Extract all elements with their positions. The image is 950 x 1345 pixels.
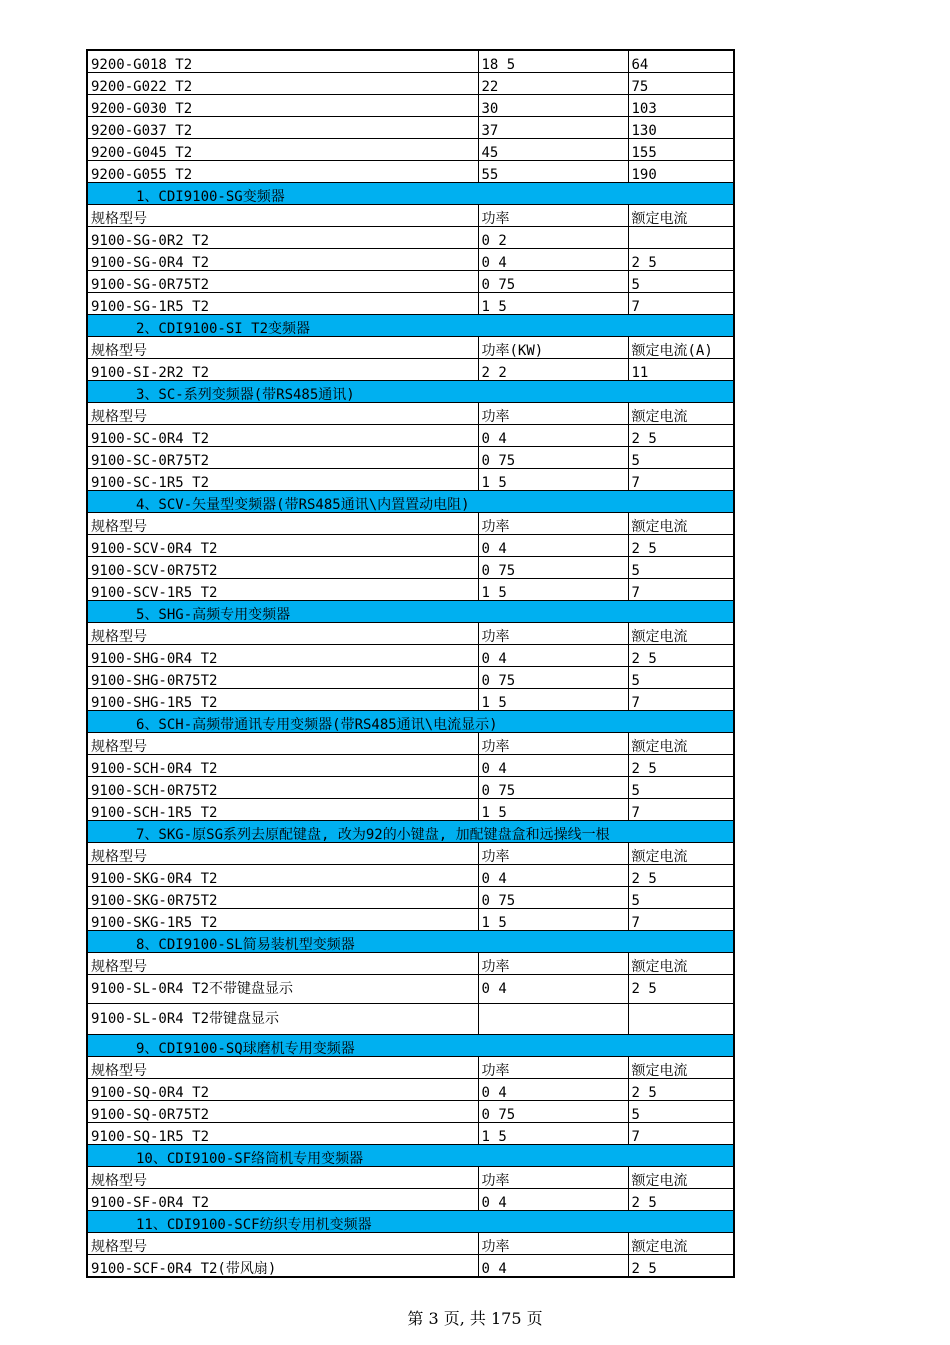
power-cell: 功率 [478, 1233, 628, 1255]
model-cell: 规格型号 [87, 1167, 478, 1189]
power-cell: 0 4 [478, 975, 628, 1004]
current-cell: 64 [628, 50, 734, 73]
section-row [87, 1035, 734, 1057]
table-row [87, 865, 734, 887]
model-cell: 规格型号 [87, 843, 478, 865]
model-cell: 9100-SC-0R75T2 [87, 447, 478, 469]
power-cell: 功率 [478, 733, 628, 755]
table-row [87, 161, 734, 183]
current-cell: 2 5 [628, 425, 734, 447]
table-row [87, 50, 734, 73]
section-title: 7、SKG-原SG系列去原配键盘, 改为92的小键盘, 加配键盘盒和远操线一根 [87, 821, 734, 843]
table-row [87, 1189, 734, 1211]
table-row [87, 667, 734, 689]
current-cell: 75 [628, 73, 734, 95]
power-cell: 45 [478, 139, 628, 161]
current-cell: 2 5 [628, 975, 734, 1004]
power-cell: 功率 [478, 843, 628, 865]
table-row [87, 95, 734, 117]
header-row [87, 337, 734, 359]
current-cell: 11 [628, 359, 734, 381]
current-cell: 额定电流 [628, 733, 734, 755]
table-row [87, 909, 734, 931]
header-row [87, 843, 734, 865]
table-row [87, 359, 734, 381]
current-cell: 5 [628, 271, 734, 293]
current-cell: 额定电流 [628, 1167, 734, 1189]
table-row [87, 799, 734, 821]
section-title: 11、CDI9100-SCF纺织专用机变频器 [87, 1211, 734, 1233]
model-cell: 9100-SG-1R5 T2 [87, 293, 478, 315]
current-cell: 额定电流 [628, 1233, 734, 1255]
section-row [87, 821, 734, 843]
header-row [87, 953, 734, 975]
table-row [87, 579, 734, 601]
current-cell: 额定电流 [628, 513, 734, 535]
power-cell: 功率 [478, 953, 628, 975]
table-row [87, 249, 734, 271]
model-cell: 9100-SQ-1R5 T2 [87, 1123, 478, 1145]
model-cell: 9100-SCV-1R5 T2 [87, 579, 478, 601]
model-cell: 9200-G055 T2 [87, 161, 478, 183]
spec-table-body [87, 50, 734, 1277]
header-row [87, 733, 734, 755]
table-row [87, 1079, 734, 1101]
table-row [87, 271, 734, 293]
current-cell: 5 [628, 777, 734, 799]
table-row [87, 777, 734, 799]
table-row [87, 227, 734, 249]
model-cell: 9100-SF-0R4 T2 [87, 1189, 478, 1211]
model-cell: 9200-G045 T2 [87, 139, 478, 161]
power-cell: 功率 [478, 623, 628, 645]
power-cell: 0 4 [478, 1189, 628, 1211]
model-cell: 规格型号 [87, 953, 478, 975]
power-cell: 功率 [478, 403, 628, 425]
table-row [87, 975, 734, 1004]
table-row [87, 557, 734, 579]
table-row [87, 887, 734, 909]
current-cell: 155 [628, 139, 734, 161]
section-title: 3、SC-系列变频器(带RS485通讯) [87, 381, 734, 403]
section-row [87, 381, 734, 403]
table-row [87, 117, 734, 139]
power-cell: 0 4 [478, 1079, 628, 1101]
current-cell: 2 5 [628, 1189, 734, 1211]
power-cell: 0 75 [478, 777, 628, 799]
power-cell: 1 5 [478, 1123, 628, 1145]
current-cell: 190 [628, 161, 734, 183]
model-cell: 9100-SHG-0R75T2 [87, 667, 478, 689]
header-row [87, 403, 734, 425]
model-cell: 9100-SG-0R4 T2 [87, 249, 478, 271]
power-cell: 0 4 [478, 755, 628, 777]
model-cell: 9100-SKG-0R75T2 [87, 887, 478, 909]
current-cell: 7 [628, 909, 734, 931]
model-cell: 9100-SG-0R75T2 [87, 271, 478, 293]
power-cell: 1 5 [478, 293, 628, 315]
current-cell: 7 [628, 469, 734, 491]
current-cell: 7 [628, 293, 734, 315]
model-cell: 9100-SQ-0R4 T2 [87, 1079, 478, 1101]
model-cell: 9200-G037 T2 [87, 117, 478, 139]
model-cell: 9100-SL-0R4 T2带键盘显示 [87, 1004, 478, 1035]
section-title: 10、CDI9100-SF络筒机专用变频器 [87, 1145, 734, 1167]
section-title: 9、CDI9100-SQ球磨机专用变频器 [87, 1035, 734, 1057]
table-row [87, 645, 734, 667]
power-cell: 0 75 [478, 447, 628, 469]
model-cell: 9100-SL-0R4 T2不带键盘显示 [87, 975, 478, 1004]
power-cell: 0 75 [478, 557, 628, 579]
table-row [87, 293, 734, 315]
current-cell: 7 [628, 579, 734, 601]
power-cell: 0 75 [478, 887, 628, 909]
power-cell: 0 4 [478, 249, 628, 271]
model-cell: 9100-SCF-0R4 T2(带风扇) [87, 1255, 478, 1278]
current-cell: 7 [628, 1123, 734, 1145]
section-row [87, 1145, 734, 1167]
current-cell: 2 5 [628, 535, 734, 557]
table-row [87, 73, 734, 95]
model-cell: 规格型号 [87, 1233, 478, 1255]
table-row [87, 447, 734, 469]
table-row [87, 1255, 734, 1278]
power-cell: 37 [478, 117, 628, 139]
current-cell: 额定电流 [628, 1057, 734, 1079]
table-row [87, 1101, 734, 1123]
section-title: 4、SCV-矢量型变频器(带RS485通讯\内置置动电阻) [87, 491, 734, 513]
table-row [87, 469, 734, 491]
current-cell: 130 [628, 117, 734, 139]
current-cell: 5 [628, 557, 734, 579]
current-cell: 额定电流 [628, 205, 734, 227]
model-cell: 规格型号 [87, 337, 478, 359]
header-row [87, 1233, 734, 1255]
power-cell: 1 5 [478, 909, 628, 931]
current-cell: 2 5 [628, 1079, 734, 1101]
current-cell: 7 [628, 689, 734, 711]
power-cell: 0 75 [478, 667, 628, 689]
power-cell: 功率 [478, 1057, 628, 1079]
current-cell: 2 5 [628, 645, 734, 667]
model-cell: 规格型号 [87, 623, 478, 645]
power-cell: 0 4 [478, 535, 628, 557]
model-cell: 9100-SCH-0R75T2 [87, 777, 478, 799]
model-cell: 9100-SKG-1R5 T2 [87, 909, 478, 931]
power-cell: 1 5 [478, 799, 628, 821]
header-row [87, 1167, 734, 1189]
current-cell: 额定电流 [628, 843, 734, 865]
current-cell: 5 [628, 887, 734, 909]
model-cell: 9200-G018 T2 [87, 50, 478, 73]
current-cell: 5 [628, 667, 734, 689]
header-row [87, 623, 734, 645]
spec-table [86, 49, 735, 1278]
power-cell: 0 2 [478, 227, 628, 249]
header-row [87, 1057, 734, 1079]
model-cell: 9100-SCV-0R4 T2 [87, 535, 478, 557]
table-row [87, 139, 734, 161]
section-row [87, 491, 734, 513]
page-footer: 第 3 页, 共 175 页 [407, 1309, 543, 1328]
table-row [87, 689, 734, 711]
current-cell: 额定电流 [628, 403, 734, 425]
current-cell: 额定电流 [628, 953, 734, 975]
model-cell: 9100-SI-2R2 T2 [87, 359, 478, 381]
header-row [87, 513, 734, 535]
current-cell: 2 5 [628, 865, 734, 887]
current-cell: 103 [628, 95, 734, 117]
power-cell: 0 4 [478, 425, 628, 447]
current-cell: 额定电流(A) [628, 337, 734, 359]
model-cell: 规格型号 [87, 1057, 478, 1079]
power-cell: 1 5 [478, 469, 628, 491]
table-row [87, 1123, 734, 1145]
section-title: 1、CDI9100-SG变频器 [87, 183, 734, 205]
model-cell: 规格型号 [87, 513, 478, 535]
power-cell: 2 2 [478, 359, 628, 381]
model-cell: 规格型号 [87, 733, 478, 755]
model-cell: 9200-G030 T2 [87, 95, 478, 117]
model-cell: 9100-SC-1R5 T2 [87, 469, 478, 491]
current-cell: 2 5 [628, 1255, 734, 1278]
power-cell: 功率 [478, 513, 628, 535]
table-row [87, 425, 734, 447]
model-cell: 9100-SCH-1R5 T2 [87, 799, 478, 821]
model-cell: 9100-SCV-0R75T2 [87, 557, 478, 579]
power-cell: 22 [478, 73, 628, 95]
section-title: 2、CDI9100-SI T2变频器 [87, 315, 734, 337]
model-cell: 9100-SCH-0R4 T2 [87, 755, 478, 777]
current-cell: 额定电流 [628, 623, 734, 645]
current-cell [628, 227, 734, 249]
current-cell: 2 5 [628, 755, 734, 777]
section-row [87, 183, 734, 205]
section-row [87, 601, 734, 623]
power-cell: 0 4 [478, 1255, 628, 1278]
section-row [87, 711, 734, 733]
power-cell: 功率 [478, 1167, 628, 1189]
model-cell: 9100-SHG-1R5 T2 [87, 689, 478, 711]
model-cell: 9100-SKG-0R4 T2 [87, 865, 478, 887]
section-title: 8、CDI9100-SL简易装机型变频器 [87, 931, 734, 953]
header-row [87, 205, 734, 227]
power-cell: 0 4 [478, 865, 628, 887]
power-cell: 18 5 [478, 50, 628, 73]
section-row [87, 931, 734, 953]
power-cell: 0 4 [478, 645, 628, 667]
power-cell: 功率 [478, 205, 628, 227]
power-cell: 0 75 [478, 1101, 628, 1123]
table-row [87, 755, 734, 777]
current-cell [628, 1004, 734, 1035]
section-title: 6、SCH-高频带通讯专用变频器(带RS485通讯\电流显示) [87, 711, 734, 733]
power-cell: 1 5 [478, 579, 628, 601]
section-row [87, 1211, 734, 1233]
section-row [87, 315, 734, 337]
current-cell: 5 [628, 447, 734, 469]
table-row [87, 1004, 734, 1035]
power-cell: 1 5 [478, 689, 628, 711]
power-cell: 30 [478, 95, 628, 117]
current-cell: 5 [628, 1101, 734, 1123]
current-cell: 2 5 [628, 249, 734, 271]
model-cell: 9100-SC-0R4 T2 [87, 425, 478, 447]
power-cell [478, 1004, 628, 1035]
model-cell: 9100-SHG-0R4 T2 [87, 645, 478, 667]
table-row [87, 535, 734, 557]
power-cell: 功率(KW) [478, 337, 628, 359]
model-cell: 9200-G022 T2 [87, 73, 478, 95]
model-cell: 9100-SG-0R2 T2 [87, 227, 478, 249]
model-cell: 规格型号 [87, 205, 478, 227]
power-cell: 55 [478, 161, 628, 183]
model-cell: 规格型号 [87, 403, 478, 425]
power-cell: 0 75 [478, 271, 628, 293]
current-cell: 7 [628, 799, 734, 821]
model-cell: 9100-SQ-0R75T2 [87, 1101, 478, 1123]
section-title: 5、SHG-高频专用变频器 [87, 601, 734, 623]
